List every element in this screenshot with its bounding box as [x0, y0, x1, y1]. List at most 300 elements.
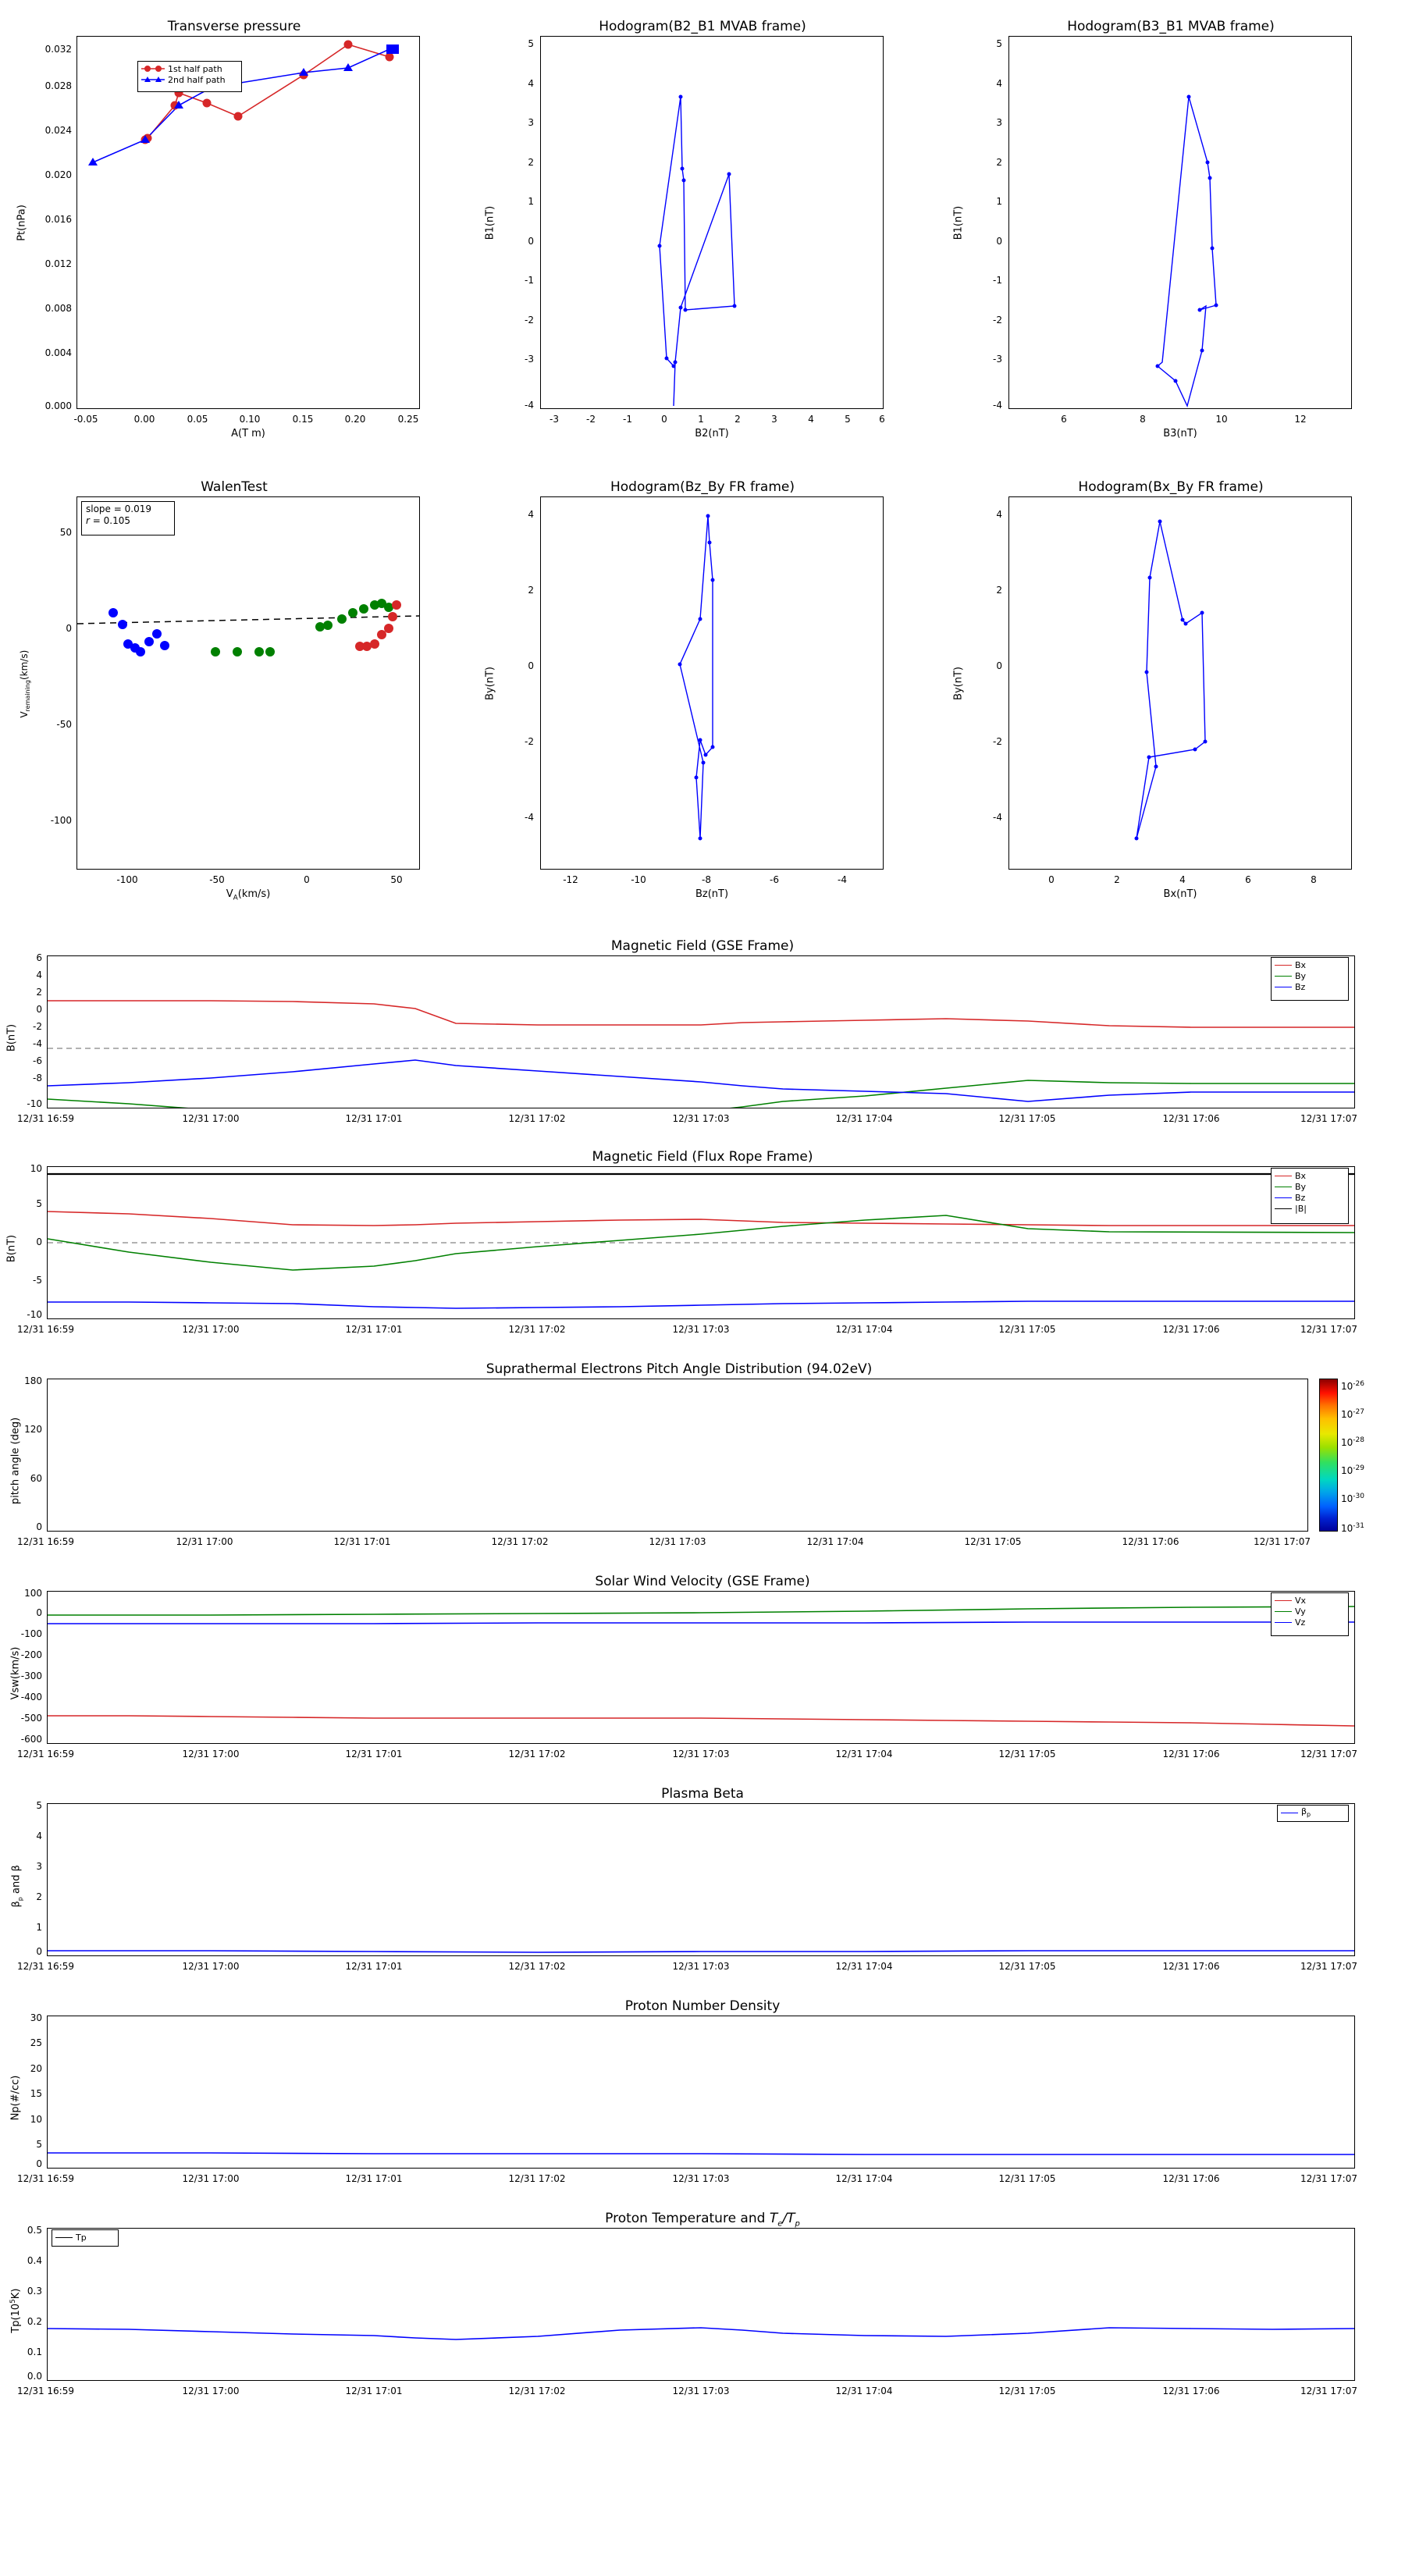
- y-axis-label: B(nT): [5, 1023, 18, 1052]
- y-tick: 0.028: [44, 80, 72, 91]
- x-tick: 12/31 17:04: [835, 1113, 893, 1124]
- y-tick: 0: [36, 1946, 42, 1957]
- y-tick: -4: [525, 400, 534, 411]
- x-tick: 12/31 17:03: [649, 1536, 706, 1547]
- colorbar-tick: $10^{-30}$: [1341, 1493, 1364, 1504]
- slope-value: 0.019: [124, 503, 151, 514]
- line-swatch-icon: [1275, 1197, 1292, 1198]
- marker-triangle-icon: [141, 76, 165, 84]
- y-tick: 0.000: [44, 400, 72, 411]
- y-tick: 180: [24, 1375, 42, 1386]
- panel-title: Hodogram(B3_B1 MVAB frame): [1067, 19, 1275, 34]
- legend-item: [1275, 970, 1345, 981]
- x-tick: -10: [631, 874, 646, 885]
- line-swatch-icon: [1275, 1622, 1292, 1623]
- y-axis-label: B(nT): [5, 1234, 18, 1263]
- y-tick: 0.016: [44, 214, 72, 225]
- x-tick: 2: [1114, 874, 1120, 885]
- y-tick: -2: [525, 315, 534, 326]
- x-tick: 12/31 17:04: [835, 2386, 893, 2396]
- x-tick: 12/31 17:07: [1300, 1113, 1357, 1124]
- legend-label: |B|: [1295, 1203, 1307, 1214]
- y-tick: -4: [525, 812, 534, 823]
- hodogram-zy-plot: [541, 497, 883, 869]
- colorbar-tick: $10^{-27}$: [1341, 1408, 1364, 1420]
- y-tick: 1: [36, 1922, 42, 1933]
- x-tick: 12/31 16:59: [17, 2173, 74, 2184]
- x-tick: 12/31 17:00: [182, 1961, 240, 1972]
- legend-label: Bx: [1295, 959, 1307, 970]
- y-tick: 2: [528, 585, 534, 596]
- hodogram-xy-plot: [1009, 497, 1351, 869]
- y-tick: 20: [30, 2063, 42, 2074]
- colorbar: [1319, 1379, 1338, 1532]
- x-tick: 12/31 17:02: [508, 1961, 566, 1972]
- y-tick: -6: [33, 1055, 42, 1066]
- plot-area: [540, 36, 884, 409]
- x-tick: -0.05: [73, 414, 98, 425]
- legend-item: [1275, 959, 1345, 970]
- plot-area: [47, 955, 1355, 1108]
- y-tick: 0.4: [27, 2255, 42, 2266]
- x-tick: 12/31 17:05: [964, 1536, 1022, 1547]
- colorbar-tick: $10^{-26}$: [1341, 1380, 1364, 1392]
- y-tick: 2: [528, 157, 534, 168]
- panel-title: Proton Number Density: [624, 1998, 781, 2014]
- x-tick: 12/31 16:59: [17, 1324, 74, 1335]
- y-axis-label: By(nT): [484, 667, 496, 700]
- y-tick: -5: [33, 1275, 42, 1286]
- panel-proton-temperature: [0, 2209, 1405, 2443]
- y-axis-label: $Tp(10^5K)$: [9, 2288, 23, 2333]
- hodogram-b2b1-plot: [541, 37, 883, 408]
- x-tick: 12/31 16:59: [17, 1749, 74, 1759]
- x-tick: 12/31 16:59: [17, 2386, 74, 2396]
- x-tick: 12/31 17:01: [345, 2386, 403, 2396]
- x-tick: -3: [550, 414, 559, 425]
- y-tick: -2: [33, 1021, 42, 1032]
- x-tick: 0.15: [292, 414, 314, 425]
- x-tick: 0.10: [239, 414, 261, 425]
- y-tick: 0.0: [27, 2371, 42, 2382]
- x-tick: 12/31 17:06: [1122, 1536, 1179, 1547]
- panel-title: Suprathermal Electrons Pitch Angle Distribution (94.02eV): [486, 1361, 873, 1377]
- x-tick: 12/31 17:05: [998, 1961, 1056, 1972]
- hodogram-b3b1-plot: [1009, 37, 1351, 408]
- x-tick: 12/31 17:05: [998, 1113, 1056, 1124]
- y-tick: -100: [50, 815, 72, 826]
- panel-transverse-pressure: [0, 0, 468, 437]
- walen-annotation: [81, 501, 175, 535]
- x-tick: 6: [879, 414, 885, 425]
- y-tick: 2: [996, 157, 1002, 168]
- y-axis-label: Pt(nPa): [16, 205, 28, 241]
- y-tick: 0: [996, 236, 1002, 247]
- y-tick: 3: [528, 117, 534, 128]
- legend-temperature: [52, 2229, 119, 2247]
- y-tick: -400: [20, 1692, 42, 1703]
- panel-title: Hodogram(Bx_By FR frame): [1078, 479, 1264, 495]
- y-tick: -1: [525, 275, 534, 286]
- legend-item: [1281, 1807, 1345, 1818]
- x-tick: 0.05: [187, 414, 208, 425]
- panel-hodogram-zy: [468, 461, 937, 898]
- x-tick: 10: [1215, 414, 1228, 425]
- y-tick: -3: [525, 354, 534, 365]
- y-tick: -10: [27, 1098, 42, 1109]
- panel-title: Transverse pressure: [167, 19, 301, 34]
- line-swatch-icon: [1275, 1208, 1292, 1209]
- mag-fr-plot: [48, 1167, 1354, 1318]
- panel-title: Hodogram(B2_B1 MVAB frame): [599, 19, 806, 34]
- y-tick: 0: [528, 236, 534, 247]
- y-tick: 0: [528, 660, 534, 671]
- legend-item: [1275, 1192, 1345, 1203]
- legend-item: [141, 63, 238, 74]
- y-tick: 4: [36, 970, 42, 980]
- y-tick: 120: [24, 1424, 42, 1435]
- x-tick: 12/31 17:02: [508, 1113, 566, 1124]
- x-axis-label: Bz(nT): [695, 888, 729, 900]
- legend-label: 1st half path: [168, 63, 222, 74]
- plasma-beta-plot: [48, 1804, 1354, 1955]
- panel-pitch-angle-distribution: [0, 1360, 1405, 1578]
- x-tick: 12/31 17:03: [672, 2173, 730, 2184]
- y-tick: 0: [36, 1607, 42, 1618]
- y-tick: 10: [30, 1163, 42, 1174]
- colorbar-tick: $10^{-31}$: [1341, 1522, 1364, 1534]
- y-tick: 5: [36, 1198, 42, 1209]
- x-tick: 4: [808, 414, 814, 425]
- y-axis-label: By(nT): [952, 667, 965, 700]
- legend-label: Bz: [1295, 981, 1306, 992]
- x-tick: 12/31 17:02: [508, 2386, 566, 2396]
- legend-label: $\beta_p$: [1301, 1806, 1311, 1819]
- panel-hodogram-b3b1: [937, 0, 1405, 437]
- x-tick: 0.25: [397, 414, 419, 425]
- x-tick: 12/31 17:05: [998, 2173, 1056, 2184]
- x-tick: 12/31 17:05: [998, 2386, 1056, 2396]
- y-tick: 0.032: [44, 44, 72, 55]
- marker-circle-icon: [141, 65, 165, 73]
- x-tick: 12/31 17:06: [1162, 2386, 1220, 2396]
- y-tick: 0: [36, 1236, 42, 1247]
- panel-title: Plasma Beta: [661, 1786, 744, 1802]
- x-tick: 12/31 17:06: [1162, 1113, 1220, 1124]
- x-tick: 4: [1179, 874, 1186, 885]
- y-axis-label: pitch angle (deg): [9, 1417, 22, 1505]
- x-axis-label: B2(nT): [695, 428, 729, 439]
- line-swatch-icon: [1275, 965, 1292, 966]
- x-tick: 12/31 16:59: [17, 1536, 74, 1547]
- y-tick: 50: [59, 527, 72, 538]
- x-tick: 12/31 17:00: [182, 1113, 240, 1124]
- legend-plasma-beta: [1277, 1805, 1349, 1822]
- y-tick: -8: [33, 1073, 42, 1083]
- temperature-plot: [48, 2229, 1354, 2380]
- y-tick: 4: [996, 78, 1002, 89]
- y-tick: 0: [36, 1004, 42, 1015]
- legend-transverse-pressure: [137, 61, 242, 92]
- panel-title: Proton Temperature and $T_e/T_p$: [605, 2211, 800, 2229]
- density-plot: [48, 2016, 1354, 2168]
- y-axis-label: B1(nT): [952, 205, 965, 240]
- x-tick: 8: [1140, 414, 1146, 425]
- plot-area: [47, 1166, 1355, 1319]
- x-tick: -50: [209, 874, 225, 885]
- x-tick: 12/31 17:04: [806, 1536, 864, 1547]
- x-tick: 12/31 17:06: [1162, 2173, 1220, 2184]
- y-tick: -1: [993, 275, 1002, 286]
- x-tick: 8: [1311, 874, 1317, 885]
- legend-velocity: [1271, 1592, 1349, 1636]
- x-tick: 12/31 17:01: [345, 1749, 403, 1759]
- x-tick: 12/31 17:00: [182, 1749, 240, 1759]
- y-tick: 2: [996, 585, 1002, 596]
- legend-label: 2nd half path: [168, 74, 226, 85]
- legend-item: [1275, 1170, 1345, 1181]
- x-tick: 12/31 16:59: [17, 1961, 74, 1972]
- y-tick: 0: [36, 2158, 42, 2169]
- x-tick: 12/31 17:01: [345, 1113, 403, 1124]
- x-tick: 2: [735, 414, 741, 425]
- y-tick: 25: [30, 2037, 42, 2048]
- line-swatch-icon: [1275, 1600, 1292, 1601]
- x-tick: 0: [304, 874, 310, 885]
- x-tick: 12/31 17:01: [333, 1536, 391, 1547]
- y-tick: 6: [36, 952, 42, 963]
- legend-label: Bx: [1295, 1170, 1307, 1181]
- y-tick: 0.020: [44, 169, 72, 180]
- y-tick: 0.3: [27, 2286, 42, 2297]
- plot-area: [540, 496, 884, 870]
- y-axis-label: Vsw(km/s): [9, 1646, 22, 1700]
- x-tick: 12/31 17:04: [835, 2173, 893, 2184]
- x-tick: 12/31 17:01: [345, 2173, 403, 2184]
- y-tick: 60: [30, 1473, 42, 1484]
- y-tick: -4: [993, 400, 1002, 411]
- y-tick: -2: [525, 736, 534, 747]
- x-axis-label: Bx(nT): [1163, 888, 1197, 900]
- y-tick: 4: [36, 1831, 42, 1841]
- panel-title: WalenTest: [201, 479, 268, 495]
- x-tick: 12/31 17:05: [998, 1324, 1056, 1335]
- x-tick: 12/31 17:02: [508, 1749, 566, 1759]
- y-tick: 5: [36, 2139, 42, 2150]
- legend-label: By: [1295, 1181, 1307, 1192]
- x-tick: 12: [1294, 414, 1307, 425]
- y-tick: 5: [528, 38, 534, 49]
- y-tick: 30: [30, 2012, 42, 2023]
- panel-solar-wind-velocity: [0, 1572, 1405, 1791]
- plot-area: [47, 1379, 1308, 1532]
- y-tick: 2: [36, 1891, 42, 1902]
- y-tick: 0.004: [44, 347, 72, 358]
- x-axis-label: A(T m): [231, 428, 265, 439]
- plot-area: [47, 2228, 1355, 2381]
- panel-title: Solar Wind Velocity (GSE Frame): [595, 1574, 810, 1589]
- legend-label: Vz: [1295, 1617, 1306, 1628]
- x-tick: 12/31 17:07: [1300, 1749, 1357, 1759]
- y-tick: 0.012: [44, 258, 72, 269]
- x-tick: 12/31 17:03: [672, 1749, 730, 1759]
- y-tick: -2: [993, 315, 1002, 326]
- x-tick: 12/31 17:07: [1254, 1536, 1311, 1547]
- y-tick: 10: [30, 2114, 42, 2125]
- y-tick: 0.5: [27, 2225, 42, 2236]
- x-tick: 12/31 17:06: [1162, 1961, 1220, 1972]
- legend-mag-gse: [1271, 957, 1349, 1001]
- x-tick: 5: [845, 414, 851, 425]
- y-axis-label: B1(nT): [484, 205, 496, 240]
- x-tick: 12/31 17:02: [491, 1536, 549, 1547]
- plot-area: [1008, 496, 1352, 870]
- y-tick: 1: [528, 196, 534, 207]
- x-tick: 12/31 17:03: [672, 1961, 730, 1972]
- x-tick: 6: [1061, 414, 1067, 425]
- x-tick: 12/31 17:02: [508, 2173, 566, 2184]
- legend-label: Vy: [1295, 1606, 1306, 1617]
- legend-item: [141, 74, 238, 85]
- legend-label: By: [1295, 970, 1307, 981]
- legend-item: [1275, 1203, 1345, 1214]
- panel-title: Magnetic Field (Flux Rope Frame): [592, 1149, 813, 1165]
- x-tick: -4: [838, 874, 847, 885]
- plot-area: [76, 496, 420, 870]
- x-tick: 12/31 17:07: [1300, 2173, 1357, 2184]
- panel-magnetic-field-fr: [0, 1147, 1405, 1366]
- y-tick: -200: [20, 1649, 42, 1660]
- legend-label: Tp: [76, 2232, 87, 2243]
- x-tick: 0.20: [344, 414, 366, 425]
- y-tick: 15: [30, 2088, 42, 2099]
- x-axis-label: B3(nT): [1163, 428, 1197, 439]
- y-tick: -3: [993, 354, 1002, 365]
- x-tick: 12/31 17:04: [835, 1961, 893, 1972]
- x-tick: 12/31 17:00: [176, 1536, 233, 1547]
- x-tick: 12/31 17:04: [835, 1324, 893, 1335]
- x-tick: -8: [702, 874, 711, 885]
- x-tick: 0.00: [133, 414, 155, 425]
- y-axis-label: $V_{remaining}(km/s)$: [18, 649, 32, 718]
- x-tick: 12/31 17:00: [182, 2386, 240, 2396]
- y-axis-label: Np(#/cc): [9, 2075, 22, 2121]
- panel-hodogram-xy: [937, 461, 1405, 898]
- x-tick: 0: [661, 414, 667, 425]
- x-tick: -2: [586, 414, 596, 425]
- panel-plasma-beta: [0, 1784, 1405, 2003]
- slope-text: slope = 0.019: [86, 503, 151, 514]
- x-tick: 12/31 17:03: [672, 2386, 730, 2396]
- legend-item: [1275, 1617, 1345, 1628]
- y-axis-label: $\beta_p$ and β: [10, 1865, 24, 1908]
- x-tick: -12: [563, 874, 578, 885]
- colorbar-tick: $10^{-29}$: [1341, 1464, 1364, 1476]
- line-swatch-icon: [1275, 1611, 1292, 1612]
- y-tick: 0: [66, 623, 72, 634]
- x-tick: 12/31 17:03: [672, 1324, 730, 1335]
- plot-area: [76, 36, 420, 409]
- x-tick: -6: [770, 874, 779, 885]
- mag-gse-plot: [48, 956, 1354, 1108]
- y-tick: 5: [36, 1800, 42, 1811]
- legend-label: Vx: [1295, 1595, 1307, 1606]
- x-tick: 12/31 17:04: [835, 1749, 893, 1759]
- x-tick: 12/31 17:00: [182, 1324, 240, 1335]
- y-tick: -4: [33, 1038, 42, 1049]
- x-tick: 12/31 17:07: [1300, 2386, 1357, 2396]
- y-tick: 4: [528, 78, 534, 89]
- x-tick: 12/31 17:03: [672, 1113, 730, 1124]
- walen-plot: [77, 497, 419, 869]
- legend-mag-fr: [1271, 1168, 1349, 1224]
- y-tick: -100: [20, 1628, 42, 1639]
- r-value: 0.105: [103, 515, 130, 526]
- legend-item: [1275, 1606, 1345, 1617]
- legend-item: [1275, 1595, 1345, 1606]
- x-tick: 12/31 17:06: [1162, 1749, 1220, 1759]
- panel-title: Magnetic Field (GSE Frame): [610, 938, 795, 954]
- x-tick: 12/31 17:06: [1162, 1324, 1220, 1335]
- line-swatch-icon: [1275, 976, 1292, 977]
- y-tick: -500: [20, 1713, 42, 1724]
- x-tick: 12/31 17:01: [345, 1324, 403, 1335]
- plot-area: [47, 1591, 1355, 1744]
- y-tick: 0: [996, 660, 1002, 671]
- x-tick: 1: [698, 414, 704, 425]
- y-tick: 1: [996, 196, 1002, 207]
- y-tick: 4: [528, 509, 534, 520]
- line-swatch-icon: [55, 2237, 73, 2238]
- y-tick: -4: [993, 812, 1002, 823]
- x-tick: 12/31 17:07: [1300, 1324, 1357, 1335]
- y-tick: 0.008: [44, 303, 72, 314]
- x-tick: 50: [390, 874, 403, 885]
- x-axis-label: $V_A(km/s)$: [226, 888, 271, 902]
- y-tick: -2: [993, 736, 1002, 747]
- x-tick: 12/31 17:05: [998, 1749, 1056, 1759]
- x-tick: 6: [1245, 874, 1251, 885]
- transverse-pressure-plot: [77, 37, 419, 408]
- y-tick: 4: [996, 509, 1002, 520]
- x-tick: -100: [116, 874, 138, 885]
- y-tick: -50: [56, 719, 72, 730]
- panel-hodogram-b2b1: [468, 0, 937, 437]
- legend-item: [1275, 981, 1345, 992]
- x-tick: 12/31 17:00: [182, 2173, 240, 2184]
- x-tick: 12/31 17:07: [1300, 1961, 1357, 1972]
- y-tick: 0: [36, 1521, 42, 1532]
- legend-label: Bz: [1295, 1192, 1306, 1203]
- y-tick: -600: [20, 1734, 42, 1745]
- panel-title: Hodogram(Bz_By FR frame): [610, 479, 795, 495]
- colorbar-tick: $10^{-28}$: [1341, 1436, 1364, 1448]
- y-tick: -10: [27, 1309, 42, 1320]
- legend-item: [55, 2232, 115, 2243]
- x-tick: 12/31 17:02: [508, 1324, 566, 1335]
- panel-proton-density: [0, 1997, 1405, 2215]
- panel-magnetic-field-gse: [0, 937, 1405, 1155]
- y-tick: 2: [36, 987, 42, 998]
- y-tick: 0.2: [27, 2316, 42, 2327]
- x-tick: 0: [1048, 874, 1055, 885]
- y-tick: -300: [20, 1670, 42, 1681]
- plot-area: [47, 1803, 1355, 1956]
- plot-area: [47, 2016, 1355, 2169]
- velocity-plot: [48, 1592, 1354, 1743]
- plot-area: [1008, 36, 1352, 409]
- x-tick: 12/31 17:01: [345, 1961, 403, 1972]
